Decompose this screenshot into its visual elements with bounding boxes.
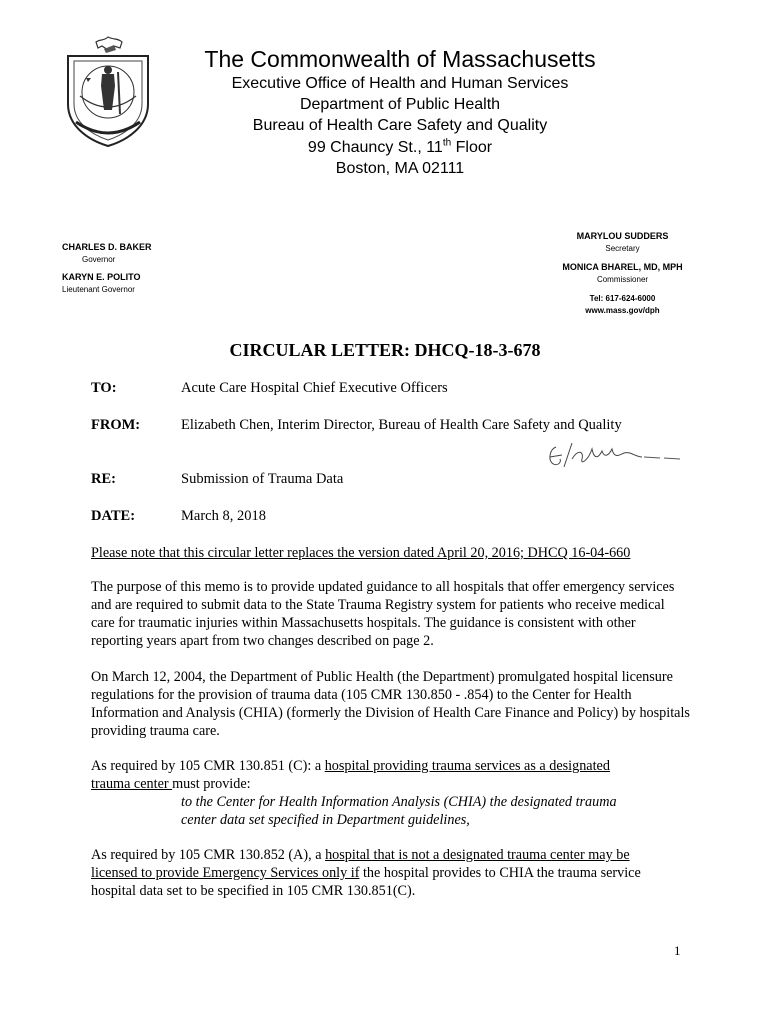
letterhead-title: The Commonwealth of Massachusetts (204, 46, 596, 72)
date-label: DATE: (91, 508, 136, 524)
phone-number: Tel: 617-624-6000 (589, 294, 656, 303)
lt-governor-name: KARYN E. POLITO (62, 272, 141, 282)
letterhead-city-address: Boston, MA 02111 (335, 160, 465, 177)
quoted-requirement-line-1: to the Center for Health Information Analysis (CHIA) the designated trauma (181, 794, 617, 810)
commissioner-title: Commissioner (596, 275, 649, 284)
designated-center-paragraph: As required by 105 CMR 130.851 (C): a hospital providing trauma services as a designated trauma center must provide: (91, 758, 610, 792)
letterhead-street-address: 99 Chauncy St., 11th Floor (307, 137, 493, 156)
quoted-requirement-line-2: center data set specified in Department guidelines, (181, 812, 470, 828)
governor-title: Governor (82, 255, 116, 264)
secretary-name: MARYLOU SUDDERS (576, 231, 669, 241)
regulation-paragraph: On March 12, 2004, the Department of Public Health (the Department) promulgated hospital licensure regulations for the provision of trauma data (105 CMR 130.850 - .854) to the Center for Health Information and Analysis (CHIA) (formerly the Division of Health Care Finance and Policy) by hospitals providing trauma care. (91, 669, 690, 739)
re-value: Submission of Trauma Data (181, 471, 344, 487)
letterhead-bureau: Bureau of Health Care Safety and Quality (252, 117, 548, 134)
secretary-title: Secretary (605, 244, 640, 253)
circular-letter-title: CIRCULAR LETTER: DHCQ-18-3-678 (229, 340, 541, 360)
governor-name: CHARLES D. BAKER (62, 242, 152, 252)
letterhead-department: Department of Public Health (299, 96, 501, 113)
from-label: FROM: (91, 417, 141, 433)
purpose-paragraph: The purpose of this memo is to provide updated guidance to all hospitals that offer emergency services and are required to submit data to the State Trauma Registry system for patients who receive medical care for traumatic injuries within Massachusetts hospitals. The guidance is consistent with other reporting years apart from two changes described on page 2. (91, 579, 675, 649)
website-link[interactable]: www.mass.gov/dph (585, 306, 660, 315)
commonwealth-seal-image (58, 34, 158, 148)
re-label: RE: (91, 471, 116, 487)
from-value: Elizabeth Chen, Interim Director, Bureau of Health Care Safety and Quality (181, 417, 622, 433)
letterhead-office: Executive Office of Health and Human Services (231, 75, 569, 92)
to-value: Acute Care Hospital Chief Executive Officers (181, 380, 448, 396)
date-value: March 8, 2018 (181, 508, 266, 524)
non-designated-paragraph: As required by 105 CMR 130.852 (A), a hospital that is not a designated trauma center may be licensed to provide Emergency Services only if the hospital provides to CHIA the trauma service hospital data set to be specified in 105 CMR 130.851(C). (91, 847, 641, 899)
to-label: TO: (91, 380, 117, 396)
lt-governor-title: Lieutenant Governor (62, 285, 135, 294)
commissioner-name: MONICA BHAREL, MD, MPH (562, 262, 683, 272)
replacement-note: Please note that this circular letter replaces the version dated April 20, 2016; DHCQ 16-04-660 (91, 545, 631, 561)
page-number: 1 (674, 943, 681, 958)
signature-image (542, 437, 684, 479)
